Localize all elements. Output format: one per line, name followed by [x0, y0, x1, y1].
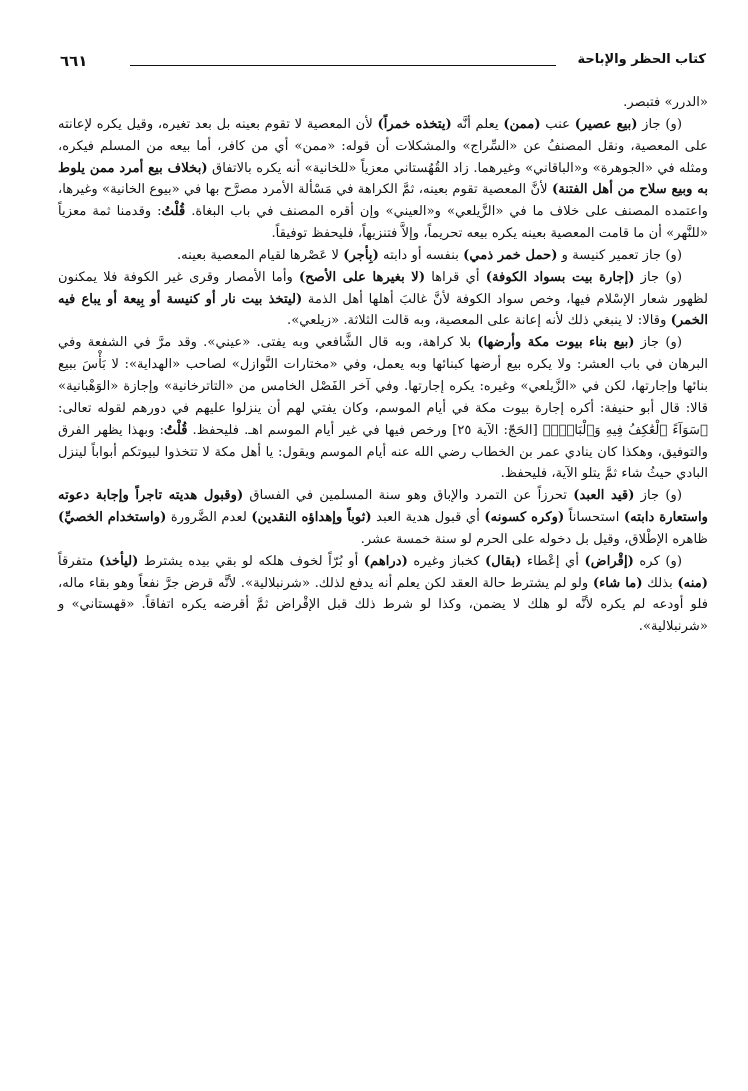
- commentary-text: أي قراها: [425, 269, 486, 285]
- commentary-text: (و) جاز: [634, 335, 682, 351]
- commentary-text: بذلك: [642, 575, 678, 591]
- bold-matn-text: (ما شاء): [592, 575, 643, 591]
- commentary-text: وقالا: لا ينبغي ذلك لأنه إعانة على المعصية، وبه قالت الثلاثة. «زيلعي».: [287, 313, 671, 329]
- commentary-text: (و) جاز: [634, 488, 682, 504]
- bold-matn-text: (إقْراض): [584, 553, 634, 569]
- paragraph-continuation: «الدرر» فتبصر.: [623, 95, 708, 110]
- chapter-title: كتاب الحظر والإباحة: [577, 52, 706, 67]
- commentary-text: عنب: [540, 116, 575, 132]
- commentary-text: (و) جاز تعمير كنيسة و: [557, 247, 682, 263]
- paragraph-grape-juice-sale: [58, 114, 708, 245]
- commentary-text: : وقدمنا ثمة معزياً «للنَّهر» أن ما قامت المعصية بعينه يكره بيعه تحريماً، وإلاَّ فتنزيهاً، فليحفظ توفيقاً.: [58, 204, 708, 242]
- paragraph-church-construction: [58, 245, 708, 267]
- commentary-text: وأما الأمصار وقرى غير الكوفة فلا يمكنون لظهور شعار الإسْلام فيها، وخص سواد الكوفة لأنَّ غالبَ أهلها أهل الذمة: [58, 269, 708, 307]
- bold-matn-text: (بِأجر): [343, 247, 379, 263]
- commentary-text: أو بُرّاً لخوف هلكه لو بقي بيده يشترط: [138, 553, 364, 569]
- bold-matn-text: (وكره كسونه): [484, 510, 565, 526]
- commentary-text: متفرقاً: [58, 553, 99, 569]
- commentary-text: لأنَّ المعصية تقوم بعينه، ثمَّ الكراهة في مَسْألة الأمرد مصرَّح بها في «بيوع الخانية» وغيرها، واعتمده المصنف على خلاف ما في «الزَّيلعي» و«العيني» وإن أقره المصنف في باب البغاة.: [58, 182, 708, 220]
- commentary-text: بلا كراهة، وبه قال الشَّافعي وبه يفتى. «عيني». وقد مرَّ في الشفعة وفي البرهان في باب العشر: ولا يكره بيع أرضها كبنائها وبه يعمل، وفي «مختارات النَّوازل» لصاحب «الهداية»: لا بَأْسَ ببيع بنائها وإجارتها، لكن في «الزَّيلعي» وغيره: يكره إجارتها. وفي آخر الفَصْل الخامس من «التاترخانية» وإجازة «الوَهْبانية» قالا: قال أبو حنيفة: أكره إجارة بيوت مكة في أيام الموسم، وكان يفتي لهم أن ينزلوا عليهم في دورهم لقوله تعالى: ﴿سَوَآءً ٱلْعَٰكِفُ فِيهِ وَٱلْبَادِۚ﴾ [الحَجّ: الآية ٢٥] ورخص فيها في غير أيام الموسم اهـ. فليحفظ.: [58, 335, 708, 438]
- bold-matn-text: (حمل خمر ذمي): [463, 247, 558, 263]
- bold-matn-text: (وقبول هديته تاجراً وإجابة دعوته واستعارة دابته): [58, 488, 709, 526]
- bold-matn-text: (واستخدام الخصيِّ): [58, 510, 167, 526]
- commentary-text: لا عَصْرها لقيام المعصية بعينه.: [176, 247, 344, 263]
- commentary-text: أي قبول هدية العبد: [371, 510, 485, 526]
- commentary-text: (و) كره: [633, 553, 683, 569]
- commentary-text: استحساناً: [564, 510, 624, 526]
- bold-matn-text: (قيد العبد): [573, 488, 635, 504]
- running-header: [60, 52, 706, 78]
- page-number: ٦٦١: [60, 52, 88, 70]
- bold-matn-text: قُلْتُ: [161, 204, 186, 220]
- header-rule: [130, 65, 556, 66]
- bold-matn-text: (ليأخذ): [98, 553, 139, 569]
- bold-matn-text: (بيع عصير): [574, 116, 638, 132]
- commentary-text: لعدم الضَّرورة: [166, 510, 252, 526]
- bold-matn-text: قُلْتُ: [163, 422, 188, 438]
- page-body: [58, 92, 708, 638]
- bold-matn-text: (ثوباً وإهداؤه النقدين): [251, 510, 372, 526]
- bold-matn-text: (إجارة بيت بسواد الكوفة): [485, 269, 635, 285]
- commentary-text: ظاهره الإطْلاق، وقيل بل دخوله على الحرم لو سنة خمسة عشر.: [360, 531, 708, 547]
- bold-matn-text: (بخلاف بيع أمرد ممن يلوط به وبيع سلاح من أهل الفتنة): [58, 160, 708, 198]
- commentary-text: أي إعْطاء: [521, 553, 585, 569]
- bold-matn-text: (يتخذه خمراً): [377, 116, 452, 132]
- commentary-text: يعلم أنَّه: [451, 116, 504, 132]
- commentary-text: تحرزاً عن التمرد والإباق وهو سنة المسلمين في الفساق: [243, 488, 574, 504]
- commentary-text: (و) جاز: [637, 116, 683, 132]
- paragraph-grocer-loan: [58, 551, 708, 638]
- commentary-text: : وبهذا يظهر الفرق والتوفيق، وهكذا كان ينادي عمر بن الخطاب رضي الله عنه أيام الموسم ويقول: يا أهل مكة لا تتخذوا لبيوتكم أبواباً لينزل البادي حيثُ شاء ثمَّ يتلو الآية، فليحفظ.: [58, 422, 708, 482]
- bold-matn-text: (ممن): [503, 116, 541, 132]
- commentary-text: كخباز وغيره: [407, 553, 486, 569]
- bold-matn-text: (ليتخذ بيت نار أو كنيسة أو بِيعة أو يباع فيه الخمر): [58, 291, 708, 329]
- commentary-text: لأن المعصية لا تقوم بعينه بل بعد تغيره، وقيل يكره لإعانته على المعصية، ونقل المصنفُ عن «السِّراج» والمشكلات أن قوله: «ممن» أي من كافر، أما بيعه من المسلم فيكره، ومثله في «الجوهرة» و«الباقاني» وغيرهما. زاد القُهُستاني معزياً «للخانية» أنه يكره بالاتفاق: [58, 116, 708, 176]
- commentary-text: بنفسه أو دابته: [378, 247, 464, 263]
- bold-matn-text: (بقال): [485, 553, 522, 569]
- bold-matn-text: (لا بغيرها على الأصح): [299, 269, 426, 285]
- commentary-text: ولو لم يشترط حالة العقد لكن يعلم أنه يدفع لذلك. «شرنبلالية». لأنَّه قرض جرَّ نفعاً وهو بقاء ماله، فلو أودعه لم يكره لأنَّه لو هلك لا يضمن، وكذا لو شرط ذلك قبل الإقْراض ثمَّ أقرضه يكره اتفاقاً. «قهستاني» و «شرنبلالية».: [58, 575, 708, 635]
- paragraph-slave-restraint: [58, 485, 708, 551]
- bold-matn-text: (بيع بناء بيوت مكة وأرضها): [477, 335, 635, 351]
- bold-matn-text: (منه): [677, 575, 708, 591]
- paragraph-kufa-house-rental: [58, 267, 708, 333]
- bold-matn-text: (دراهم): [363, 553, 408, 569]
- commentary-text: (و) جاز: [634, 269, 682, 285]
- paragraph-mecca-houses: [58, 332, 708, 485]
